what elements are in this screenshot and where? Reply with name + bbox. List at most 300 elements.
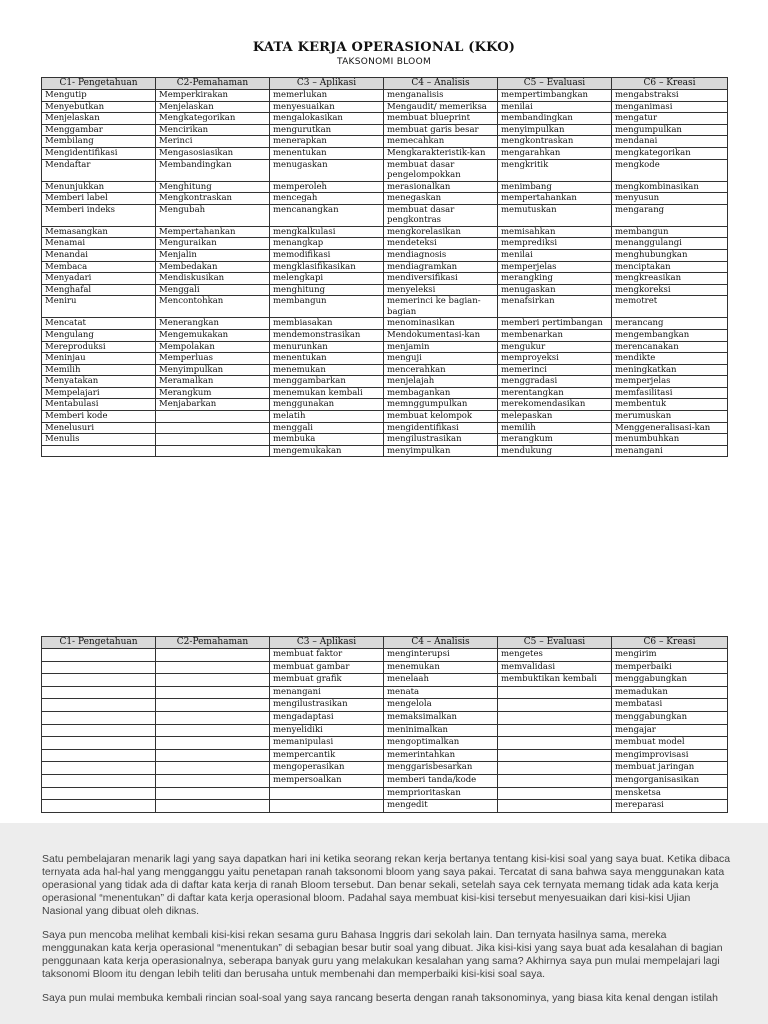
table-cell: menggali: [270, 422, 384, 434]
table-cell: mengkritik: [498, 159, 612, 181]
table-cell: [156, 749, 270, 762]
table-cell: Menggambar: [42, 124, 156, 136]
column-header: C6 – Kreasi: [612, 78, 728, 90]
table-cell: memisahkan: [498, 226, 612, 238]
table-cell: meninimalkan: [384, 724, 498, 737]
table-cell: menghubungkan: [612, 249, 728, 261]
table-cell: mengkoreksi: [612, 284, 728, 296]
table-cell: [156, 434, 270, 446]
table-cell: [42, 724, 156, 737]
table-cell: menemukan: [384, 661, 498, 674]
table-cell: menggambarkan: [270, 376, 384, 388]
table-cell: menilai: [498, 249, 612, 261]
table-cell: merumuskan: [612, 411, 728, 423]
table-cell: [42, 711, 156, 724]
table-cell: Memperluas: [156, 353, 270, 365]
table-row: [42, 329, 728, 341]
table-cell: Mengasosiasikan: [156, 147, 270, 159]
table-cell: Memberi kode: [42, 411, 156, 423]
table-cell: Mengulang: [42, 329, 156, 341]
table-cell: [156, 649, 270, 662]
table-cell: mengimprovisasi: [612, 749, 728, 762]
table-row: [42, 159, 728, 181]
table-cell: menemukan kembali: [270, 387, 384, 399]
table-cell: [156, 800, 270, 813]
table-cell: membuat model: [612, 737, 728, 750]
table-cell: memecahkan: [384, 136, 498, 148]
table-cell: [42, 762, 156, 775]
table-cell: Membilang: [42, 136, 156, 148]
table-cell: Menghafal: [42, 284, 156, 296]
table-cell: mengedit: [384, 800, 498, 813]
table-row: [42, 649, 728, 662]
table-cell: memerlukan: [270, 90, 384, 102]
table-cell: menangkap: [270, 238, 384, 250]
table-cell: mempercantik: [270, 749, 384, 762]
table-cell: mengkombinasikan: [612, 181, 728, 193]
table-row: [42, 774, 728, 787]
table-cell: Memperkirakan: [156, 90, 270, 102]
table-cell: Memberi label: [42, 193, 156, 205]
table-cell: mengilustrasikan: [270, 699, 384, 712]
kko-table-2: [41, 636, 728, 813]
column-header: C1- Pengetahuan: [42, 637, 156, 649]
table-cell: Menunjukkan: [42, 181, 156, 193]
table-cell: membentuk: [612, 399, 728, 411]
table-cell: mengatur: [612, 113, 728, 125]
table-row: [42, 699, 728, 712]
table-row: [42, 353, 728, 365]
table-cell: membuat blueprint: [384, 113, 498, 125]
table-row: [42, 787, 728, 800]
table-cell: memprediksi: [498, 238, 612, 250]
table-row: [42, 762, 728, 775]
table-cell: Mencatat: [42, 318, 156, 330]
table-cell: membandingkan: [498, 113, 612, 125]
table-cell: membangun: [270, 296, 384, 318]
table-cell: [498, 711, 612, 724]
table-cell: [156, 411, 270, 423]
table-row: [42, 686, 728, 699]
table-row: [42, 181, 728, 193]
table-cell: membenarkan: [498, 329, 612, 341]
table-cell: [498, 749, 612, 762]
table-cell: Mempertahankan: [156, 226, 270, 238]
table-cell: mempertahankan: [498, 193, 612, 205]
table-cell: membatasi: [612, 699, 728, 712]
table-row: [42, 800, 728, 813]
table-cell: merekomendasikan: [498, 399, 612, 411]
table-cell: Mendiskusikan: [156, 273, 270, 285]
table-cell: [498, 737, 612, 750]
table-cell: [498, 787, 612, 800]
table-cell: memperoleh: [270, 181, 384, 193]
table-cell: Menyimpulkan: [156, 364, 270, 376]
table-cell: [156, 787, 270, 800]
table-cell: menggunakan: [270, 399, 384, 411]
table-cell: [42, 445, 156, 457]
table-cell: mengoperasikan: [270, 762, 384, 775]
table-cell: menghitung: [270, 284, 384, 296]
table-cell: mengilustrasikan: [384, 434, 498, 446]
table-cell: [156, 711, 270, 724]
table-row: [42, 711, 728, 724]
table-header-row: [42, 637, 728, 649]
column-header: C2-Pemahaman: [156, 78, 270, 90]
table-cell: [156, 445, 270, 457]
table-cell: Mempolakan: [156, 341, 270, 353]
table-row: [42, 318, 728, 330]
table-cell: Menguraikan: [156, 238, 270, 250]
table-cell: memerinci: [498, 364, 612, 376]
table-cell: Mendaftar: [42, 159, 156, 181]
table-cell: mengidentifikasi: [384, 422, 498, 434]
table-cell: [42, 649, 156, 662]
table-cell: mengembangkan: [612, 329, 728, 341]
table-cell: memperbaiki: [612, 661, 728, 674]
table-cell: Mengkontraskan: [156, 193, 270, 205]
table-cell: [156, 674, 270, 687]
table-row: [42, 341, 728, 353]
table-cell: Menyadari: [42, 273, 156, 285]
table-cell: [156, 737, 270, 750]
table-cell: [42, 674, 156, 687]
table-cell: merencanakan: [612, 341, 728, 353]
table-cell: [270, 800, 384, 813]
table-cell: [498, 762, 612, 775]
table-cell: memberi tanda/kode: [384, 774, 498, 787]
table-cell: [42, 699, 156, 712]
table-cell: [498, 699, 612, 712]
table-cell: Menjabarkan: [156, 399, 270, 411]
table-cell: [156, 686, 270, 699]
table-cell: mengajar: [612, 724, 728, 737]
table-row: [42, 193, 728, 205]
table-cell: menggarisbesarkan: [384, 762, 498, 775]
table-row: [42, 147, 728, 159]
table-cell: menangani: [612, 445, 728, 457]
column-header: C2-Pemahaman: [156, 637, 270, 649]
table-cell: membuktikan kembali: [498, 674, 612, 687]
table-row: [42, 661, 728, 674]
table-cell: menciptakan: [612, 261, 728, 273]
table-row: [42, 749, 728, 762]
table-cell: memfasilitasi: [612, 387, 728, 399]
table-cell: menggradasi: [498, 376, 612, 388]
table-cell: Menelusuri: [42, 422, 156, 434]
table-cell: mengirim: [612, 649, 728, 662]
table-cell: melepaskan: [498, 411, 612, 423]
table-cell: mempertimbangkan: [498, 90, 612, 102]
table-cell: Menjalin: [156, 249, 270, 261]
table-cell: mengumpulkan: [612, 124, 728, 136]
table-cell: membuka: [270, 434, 384, 446]
table-cell: mereparasi: [612, 800, 728, 813]
table-cell: memutuskan: [498, 204, 612, 226]
table-cell: Mengkategorikan: [156, 113, 270, 125]
column-header: C4 – Analisis: [384, 78, 498, 90]
table-cell: mencerahkan: [384, 364, 498, 376]
table-row: [42, 226, 728, 238]
table-cell: menyeleksi: [384, 284, 498, 296]
kko-table-1: [41, 77, 728, 457]
table-cell: memaksimalkan: [384, 711, 498, 724]
table-cell: menemukan: [270, 364, 384, 376]
table-cell: mengkontraskan: [498, 136, 612, 148]
table-header-row: [42, 78, 728, 90]
table-cell: [156, 724, 270, 737]
table-cell: Menjelaskan: [42, 113, 156, 125]
table-cell: Meniru: [42, 296, 156, 318]
table-cell: Mencontohkan: [156, 296, 270, 318]
table-cell: [42, 686, 156, 699]
table-cell: mengklasifikasikan: [270, 261, 384, 273]
table-row: [42, 724, 728, 737]
article-text: [0, 823, 768, 1024]
table-cell: merasionalkan: [384, 181, 498, 193]
document-subtitle: TAKSONOMI BLOOM: [336, 57, 432, 67]
table-cell: memperjelas: [612, 376, 728, 388]
table-cell: menguji: [384, 353, 498, 365]
table-cell: merentangkan: [498, 387, 612, 399]
table-cell: mengorganisasikan: [612, 774, 728, 787]
table-row: [42, 113, 728, 125]
table-cell: Mengemukakan: [156, 329, 270, 341]
table-cell: menjamin: [384, 341, 498, 353]
table-cell: Mengidentifikasi: [42, 147, 156, 159]
table-cell: mendeteksi: [384, 238, 498, 250]
table-row: [42, 204, 728, 226]
table-cell: mencegah: [270, 193, 384, 205]
table-cell: mendukung: [498, 445, 612, 457]
table-cell: meningkatkan: [612, 364, 728, 376]
table-cell: mensketsa: [612, 787, 728, 800]
table-cell: [42, 737, 156, 750]
table-cell: mengukur: [498, 341, 612, 353]
table-cell: merangking: [498, 273, 612, 285]
table-cell: mengkalkulasi: [270, 226, 384, 238]
table-cell: menominasikan: [384, 318, 498, 330]
table-cell: memperjelas: [498, 261, 612, 273]
table-cell: Mengaudit/ memeriksa: [384, 101, 498, 113]
table-cell: menjelajah: [384, 376, 498, 388]
table-cell: Merinci: [156, 136, 270, 148]
table-cell: mendiagramkan: [384, 261, 498, 273]
table-cell: menafsirkan: [498, 296, 612, 318]
table-cell: Menggali: [156, 284, 270, 296]
table-row: [42, 284, 728, 296]
table-cell: memprioritaskan: [384, 787, 498, 800]
table-cell: menyimpulkan: [498, 124, 612, 136]
table-cell: Menyatakan: [42, 376, 156, 388]
table-cell: menugaskan: [270, 159, 384, 181]
table-cell: [270, 787, 384, 800]
table-cell: memberi pertimbangan: [498, 318, 612, 330]
table-cell: Menulis: [42, 434, 156, 446]
table-cell: [42, 774, 156, 787]
table-row: [42, 124, 728, 136]
table-cell: mengurutkan: [270, 124, 384, 136]
table-cell: menata: [384, 686, 498, 699]
table-cell: menyelidiki: [270, 724, 384, 737]
table-cell: Membedakan: [156, 261, 270, 273]
table-cell: membuat garis besar: [384, 124, 498, 136]
table-cell: Mendokumentasi-kan: [384, 329, 498, 341]
table-cell: mengkreasikan: [612, 273, 728, 285]
table-row: [42, 674, 728, 687]
table-cell: menginterupsi: [384, 649, 498, 662]
table-cell: menggabungkan: [612, 674, 728, 687]
table-cell: mengarahkan: [498, 147, 612, 159]
table-row: [42, 399, 728, 411]
table-row: [42, 434, 728, 446]
table-cell: [156, 762, 270, 775]
table-cell: merangkum: [498, 434, 612, 446]
table-cell: [42, 800, 156, 813]
table-cell: memadukan: [612, 686, 728, 699]
table-cell: [42, 787, 156, 800]
table-row: [42, 101, 728, 113]
table-cell: menganalisis: [384, 90, 498, 102]
table-cell: Mereproduksi: [42, 341, 156, 353]
table-row: [42, 261, 728, 273]
table-cell: Memasangkan: [42, 226, 156, 238]
table-cell: menentukan: [270, 353, 384, 365]
column-header: C3 – Aplikasi: [270, 637, 384, 649]
table-cell: [42, 749, 156, 762]
table-cell: melengkapi: [270, 273, 384, 285]
table-cell: menyusun: [612, 193, 728, 205]
column-header: C5 – Evaluasi: [498, 78, 612, 90]
table-cell: mempersoalkan: [270, 774, 384, 787]
table-row: [42, 422, 728, 434]
table-cell: membuat jaringan: [612, 762, 728, 775]
paragraph: Satu pembelajaran menarik lagi yang saya dapatkan hari ini ketika seorang rekan kerja bertanya tentang kisi-kisi soal yang saya buat. Ketika dibaca ternyata ada hal-hal yang mengganggu yaitu penetapan ranah taksonomi bloom yang saya pakai. Tercatat di sana bahwa saya menggunakan kata operasional yang tidak ada di daftar kata kerja di ranah Bloom tersebut. Dan benar sekali, setelah saya cek ternyata memang tidak ada kata kerja operasional “menentukan” di daftar kata kerja operasional bloom. Padahal saya membuat kisi-kisi tersebut menyesuaikan dari kisi-kisi Ujian Nasional yang dibuat oleh diknas.: [42, 853, 731, 917]
table-cell: [498, 774, 612, 787]
table-cell: Mempelajari: [42, 387, 156, 399]
table-cell: membagankan: [384, 387, 498, 399]
table-cell: mengemukakan: [270, 445, 384, 457]
table-cell: Menyebutkan: [42, 101, 156, 113]
table-cell: memvalidasi: [498, 661, 612, 674]
table-cell: menerapkan: [270, 136, 384, 148]
table-cell: mendanai: [612, 136, 728, 148]
table-cell: menumbuhkan: [612, 434, 728, 446]
table-cell: membangun: [612, 226, 728, 238]
table-cell: Mengutip: [42, 90, 156, 102]
table-cell: [498, 724, 612, 737]
table-cell: menurunkan: [270, 341, 384, 353]
table-cell: [156, 422, 270, 434]
table-row: [42, 737, 728, 750]
table-cell: mendikte: [612, 353, 728, 365]
table-cell: menugaskan: [498, 284, 612, 296]
column-header: C3 – Aplikasi: [270, 78, 384, 90]
table-cell: Menandai: [42, 249, 156, 261]
column-header: C5 – Evaluasi: [498, 637, 612, 649]
table-cell: mendemonstrasikan: [270, 329, 384, 341]
table-cell: mengetes: [498, 649, 612, 662]
table-cell: mencanangkan: [270, 204, 384, 226]
table-row: [42, 411, 728, 423]
table-cell: menangani: [270, 686, 384, 699]
table-cell: Mengubah: [156, 204, 270, 226]
table-cell: membuat kelompok: [384, 411, 498, 423]
table-cell: merancang: [612, 318, 728, 330]
table-row: [42, 445, 728, 457]
table-cell: Meninjau: [42, 353, 156, 365]
table-cell: menganimasi: [612, 101, 728, 113]
table-cell: Mentabulasi: [42, 399, 156, 411]
table-cell: Merangkum: [156, 387, 270, 399]
table-cell: menegaskan: [384, 193, 498, 205]
table-row: [42, 136, 728, 148]
table-cell: membuat faktor: [270, 649, 384, 662]
table-cell: membuat dasar pengelompokkan: [384, 159, 498, 181]
column-header: C4 – Analisis: [384, 637, 498, 649]
table-cell: Menghitung: [156, 181, 270, 193]
table-cell: memnggumpulkan: [384, 399, 498, 411]
table-cell: Membaca: [42, 261, 156, 273]
table-cell: mengadaptasi: [270, 711, 384, 724]
table-cell: Meramalkan: [156, 376, 270, 388]
paragraph: Saya pun mulai membuka kembali rincian soal-soal yang saya rancang beserta dengan ranah taksonominya, yang biasa kita kenal dengan istilah: [42, 992, 718, 1004]
table-cell: Menamai: [42, 238, 156, 250]
table-cell: mengelola: [384, 699, 498, 712]
table-cell: [156, 774, 270, 787]
table-cell: menelaah: [384, 674, 498, 687]
table-cell: mengkode: [612, 159, 728, 181]
table-cell: memilih: [498, 422, 612, 434]
table-cell: mengkorelasikan: [384, 226, 498, 238]
table-cell: mengoptimalkan: [384, 737, 498, 750]
table-row: [42, 249, 728, 261]
table-cell: [156, 661, 270, 674]
table-cell: melatih: [270, 411, 384, 423]
table-cell: Membandingkan: [156, 159, 270, 181]
table-cell: mengarang: [612, 204, 728, 226]
document-title: KATA KERJA OPERASIONAL (KKO): [252, 40, 516, 55]
column-header: C6 – Kreasi: [612, 637, 728, 649]
table-cell: Memilih: [42, 364, 156, 376]
table-cell: Mengkarakteristik-kan: [384, 147, 498, 159]
table-cell: menimbang: [498, 181, 612, 193]
table-row: [42, 296, 728, 318]
table-cell: memerintahkan: [384, 749, 498, 762]
table-cell: membiasakan: [270, 318, 384, 330]
table-cell: Menggeneralisasi-kan: [612, 422, 728, 434]
table-cell: [498, 800, 612, 813]
table-cell: mengabstraksi: [612, 90, 728, 102]
table-cell: mendiagnosis: [384, 249, 498, 261]
table-cell: Menerangkan: [156, 318, 270, 330]
table-cell: menyesuaikan: [270, 101, 384, 113]
table-cell: membuat dasar pengkontras: [384, 204, 498, 226]
table-cell: mengkategorikan: [612, 147, 728, 159]
column-header: C1- Pengetahuan: [42, 78, 156, 90]
table-cell: [42, 661, 156, 674]
table-cell: menggabungkan: [612, 711, 728, 724]
table-row: [42, 238, 728, 250]
table-cell: membuat grafik: [270, 674, 384, 687]
table-cell: memotret: [612, 296, 728, 318]
table-cell: menanggulangi: [612, 238, 728, 250]
table-cell: mengalokasikan: [270, 113, 384, 125]
table-cell: memproyeksi: [498, 353, 612, 365]
table-cell: Menjelaskan: [156, 101, 270, 113]
table-cell: menilai: [498, 101, 612, 113]
table-cell: [498, 686, 612, 699]
